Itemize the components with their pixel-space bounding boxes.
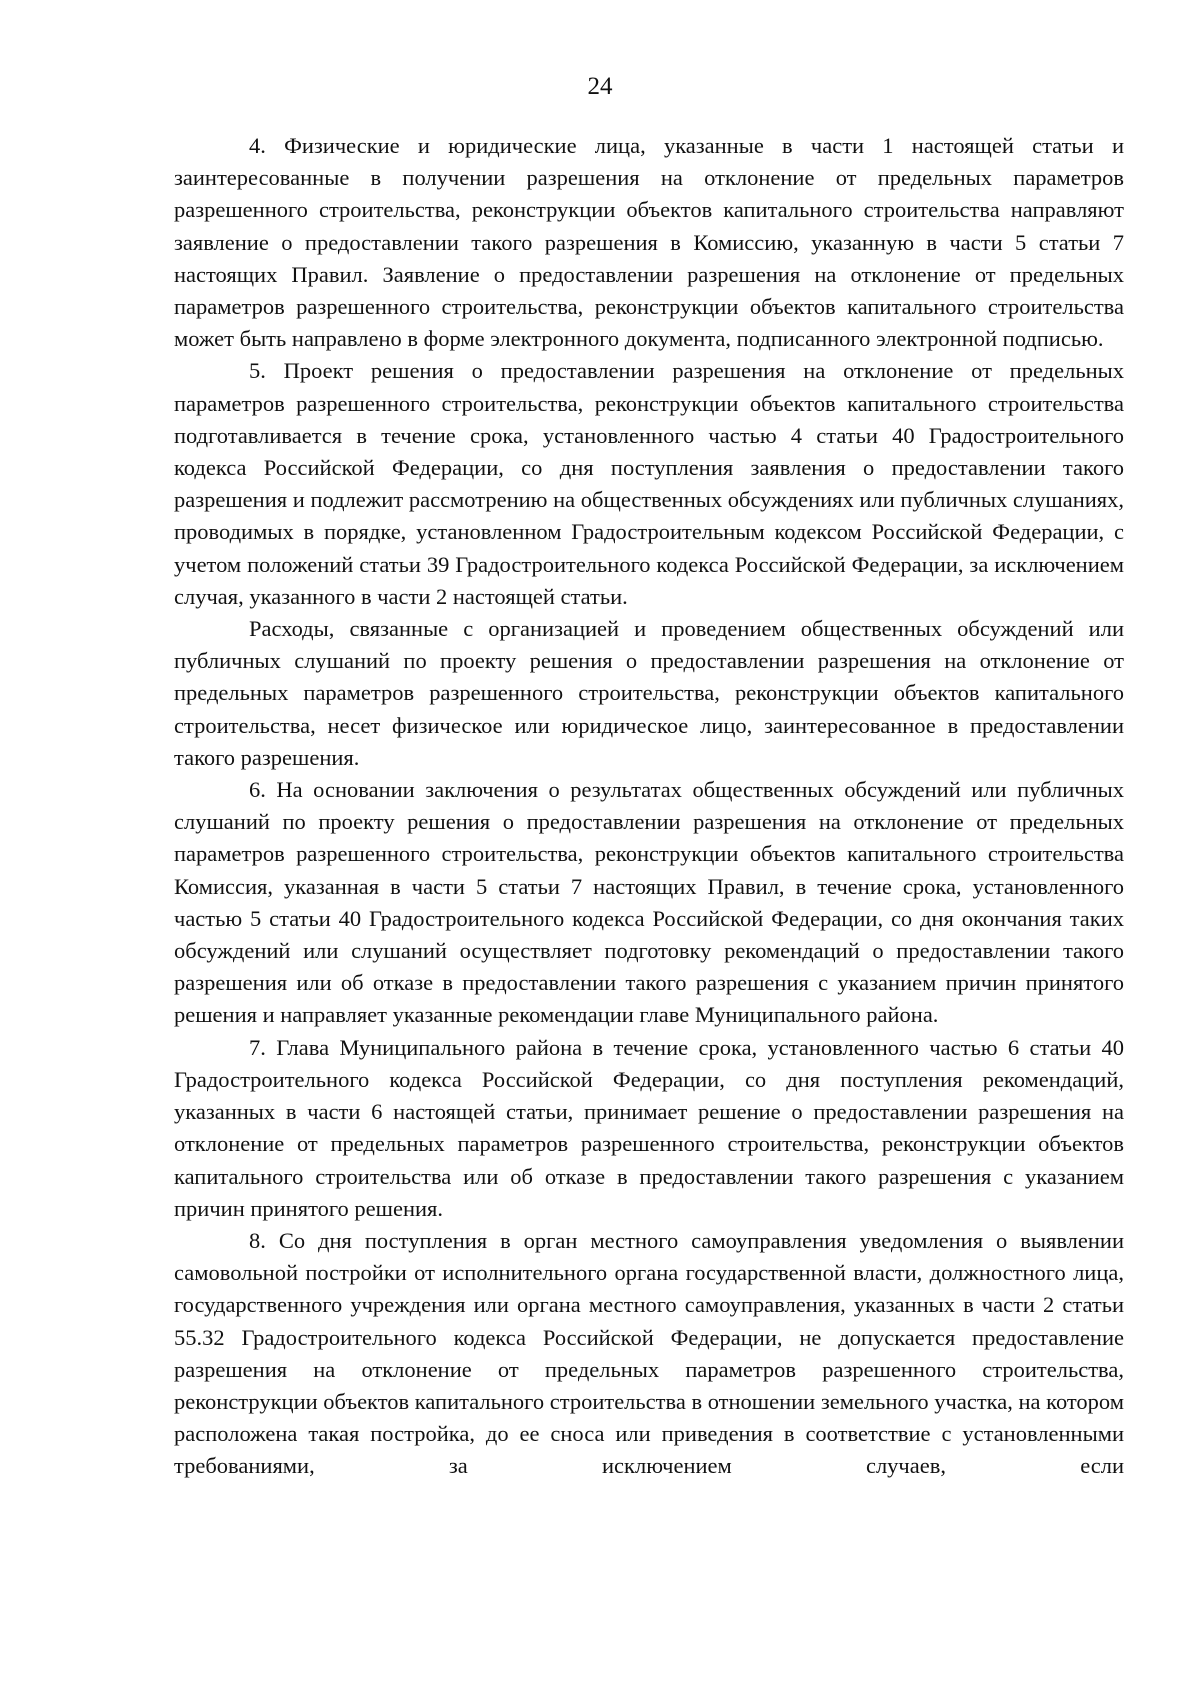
paragraph-item-4: 4. Физические и юридические лица, указанные в части 1 настоящей статьи и заинтересованные в получении разрешения на отклонение от предельных параметров разрешенного строительства, реконструкции объектов капитального строительства направляют заявление о предоставлении такого разрешения в Комиссию, указанную в части 5 статьи 7 настоящих Правил. Заявление о предоставлении разрешения на отклонение от предельных параметров разрешенного строительства, реконструкции объектов капитального строительства может быть направлено в форме электронного документа, подписанного электронной подписью.	[174, 133, 1124, 352]
paragraph-item-8: 8. Со дня поступления в орган местного самоуправления уведомления о выявлении самовольной постройки от исполнительного органа государственной власти, должностного лица, государственного учреждения или органа местного самоуправления, указанных в части 2 статьи 55.32 Градостроительного кодекса Российской Федерации, не допускается предоставление разрешения на отклонение от предельных параметров разрешенного строительства, реконструкции объектов капитального строительства в отношении земельного участка, на котором расположена такая постройка, до ее сноса или приведения в соответствие с установленными требованиями, за исключением случаев, если	[174, 1227, 1124, 1479]
paragraph-expenses: Расходы, связанные с организацией и проведением общественных обсуждений или публичных слушаний по проекту решения о предоставлении разрешения на отклонение от предельных параметров разрешенного строительства, реконструкции объектов капитального строительства, несет физическое или юридическое лицо, заинтересованное в предоставлении такого разрешения.	[174, 616, 1124, 770]
paragraph-item-5: 5. Проект решения о предоставлении разрешения на отклонение от предельных параметров разрешенного строительства, реконструкции объектов капитального строительства подготавливается в течение срока, установленного частью 4 статьи 40 Градостроительного кодекса Российской Федерации, со дня поступления заявления о предоставлении такого разрешения и подлежит рассмотрению на общественных обсуждениях или публичных слушаниях, проводимых в порядке, установленном Градостроительным кодексом Российской Федерации, с учетом положений статьи 39 Градостроительного кодекса Российской Федерации, за исключением случая, указанного в части 2 настоящей статьи.	[174, 358, 1124, 609]
document-body	[174, 130, 1124, 1483]
paragraph-item-7: 7. Глава Муниципального района в течение срока, установленного частью 6 статьи 40 Градостроительного кодекса Российской Федерации, со дня поступления рекомендаций, указанных в части 6 настоящей статьи, принимает решение о предоставлении разрешения на отклонение от предельных параметров разрешенного строительства, реконструкции объектов капитального строительства или об отказе в предоставлении такого разрешения с указанием причин принятого решения.	[174, 1034, 1124, 1221]
paragraph-item-6: 6. На основании заключения о результатах общественных обсуждений или публичных слушаний по проекту решения о предоставлении разрешения на отклонение от предельных параметров разрешенного строительства, реконструкции объектов капитального строительства Комиссия, указанная в части 5 статьи 7 настоящих Правил, в течение срока, установленного частью 5 статьи 40 Градостроительного кодекса Российской Федерации, со дня окончания таких обсуждений или слушаний осуществляет подготовку рекомендаций о предоставлении такого разрешения или об отказе в предоставлении такого разрешения с указанием причин принятого решения и направляет указанные рекомендации главе Муниципального района.	[174, 777, 1124, 1028]
page-number: 24	[587, 73, 613, 100]
